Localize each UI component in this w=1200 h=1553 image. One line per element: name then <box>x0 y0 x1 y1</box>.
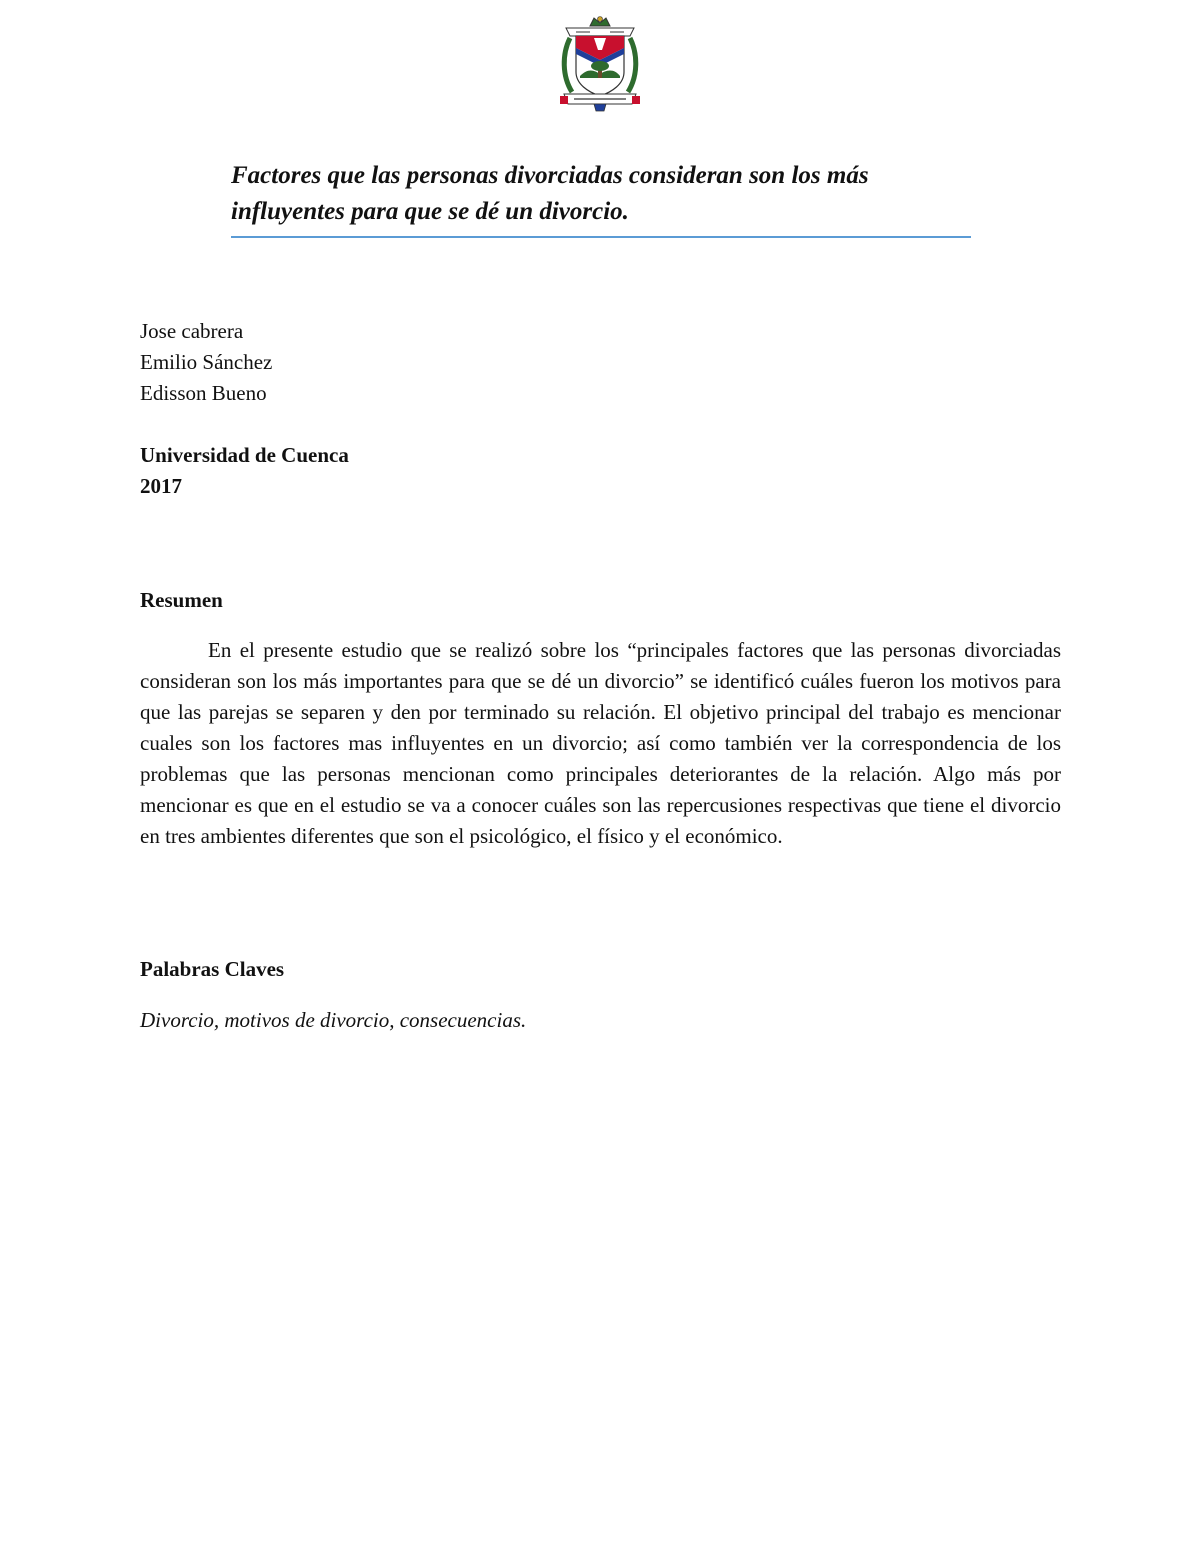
abstract-text: En el presente estudio que se realizó sobre los “principales factores que las personas divorciadas consideran son los más importantes para que se dé un divorcio” se identificó cuáles fueron los motivos para que las parejas se separen y den por terminado su relación. El objetivo principal del trabajo es mencionar cuales son los factores mas influyentes en un divorcio; así como también ver la correspondencia de los problemas que las personas mencionan como principales deteriorantes de la relación. Algo más por mencionar es que en el estudio se va a conocer cuáles son las repercusiones respectivas que tiene el divorcio en tres ambientes diferentes que son el psicológico, el físico y el económico. <box>140 638 1061 848</box>
affiliation-block <box>140 440 349 502</box>
title-block <box>231 158 971 238</box>
author-name: Edisson Bueno <box>140 381 267 405</box>
university-crest-icon <box>560 14 640 112</box>
document-title: Factores que las personas divorciadas consideran son los más influyentes para que se dé un divorcio. <box>231 162 869 225</box>
author-name: Jose cabrera <box>140 319 244 343</box>
abstract-heading: Resumen <box>140 588 223 612</box>
publication-year: 2017 <box>140 474 182 498</box>
keywords-heading: Palabras Claves <box>140 957 285 981</box>
author-name: Emilio Sánchez <box>140 350 273 374</box>
keywords-text: Divorcio, motivos de divorcio, consecuencias. <box>140 1008 527 1032</box>
institution-name: Universidad de Cuenca <box>140 443 349 467</box>
author-list <box>140 316 272 409</box>
